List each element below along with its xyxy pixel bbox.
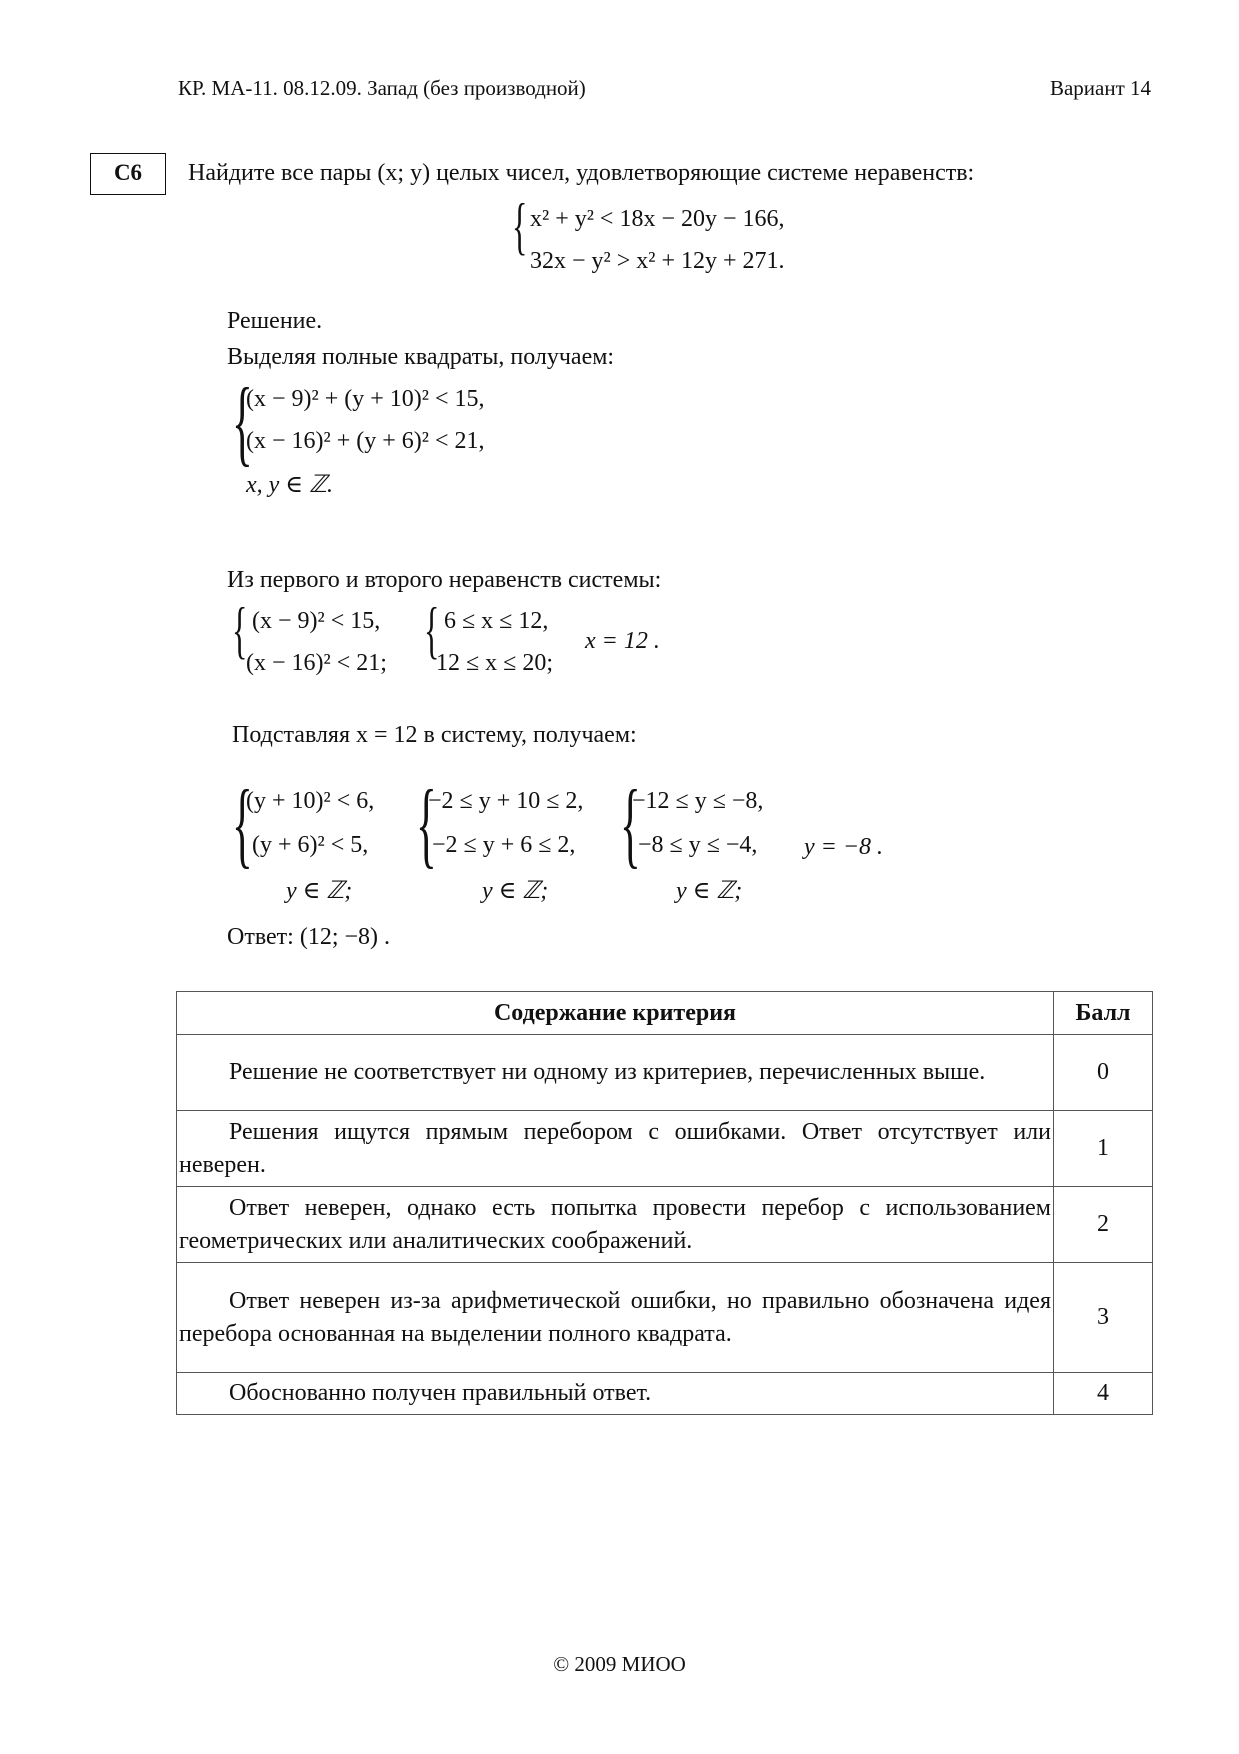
system-2b-line-2: 12 ≤ x ≤ 20;	[436, 650, 554, 676]
criteria-score: 2	[1054, 1187, 1153, 1263]
system-3b-line-3: y ∈ ℤ;	[482, 878, 549, 904]
system-1-line-3: x, y ∈ ℤ.	[246, 472, 333, 498]
table-header-row	[177, 992, 1153, 1035]
system-3c-line-1: −12 ≤ y ≤ −8,	[632, 788, 764, 814]
footer-copyright: © 2009 МИОО	[553, 1652, 686, 1676]
system-3b-line-1: −2 ≤ y + 10 ≤ 2,	[428, 788, 584, 814]
system-3c-line-2: −8 ≤ y ≤ −4,	[638, 832, 758, 858]
problem-ineq-2: 32x − y² > x² + 12y + 271.	[530, 248, 785, 274]
answer: Ответ: (12; −8) .	[227, 924, 391, 950]
solution-title: Решение.	[227, 308, 323, 334]
table-row	[177, 1035, 1153, 1111]
system-3a-line-1: (y + 10)² < 6,	[246, 788, 375, 814]
system-3c-line-3: y ∈ ℤ;	[676, 878, 743, 904]
criteria-text: Решения ищутся прямым перебором с ошибками. Ответ отсутствует или неверен.	[177, 1111, 1054, 1187]
result-y: y = −8 .	[804, 834, 884, 860]
criteria-text: Ответ неверен, однако есть попытка провести перебор с использованием геометрических или аналитических соображений.	[177, 1187, 1054, 1263]
criteria-score: 4	[1054, 1373, 1153, 1415]
criteria-header: Содержание критерия	[177, 992, 1054, 1035]
criteria-text: Ответ неверен из-за арифметической ошибки, но правильно обозначена идея перебора основанная на выделении полного квадрата.	[177, 1263, 1054, 1373]
criteria-text: Обоснованно получен правильный ответ.	[177, 1373, 1054, 1415]
system-3a-line-2: (y + 6)² < 5,	[252, 832, 369, 858]
criteria-text: Решение не соответствует ни одному из критериев, перечисленных выше.	[177, 1035, 1054, 1111]
problem-code: C6	[90, 153, 166, 195]
table-row	[177, 1373, 1153, 1415]
score-header: Балл	[1054, 992, 1153, 1035]
system-2b-line-1: 6 ≤ x ≤ 12,	[444, 608, 549, 634]
system-3b-line-2: −2 ≤ y + 6 ≤ 2,	[432, 832, 576, 858]
problem-ineq-1: x² + y² < 18x − 20y − 166,	[530, 206, 785, 232]
table-row	[177, 1187, 1153, 1263]
criteria-table	[176, 991, 1153, 1415]
solution-step-3: Подставляя x = 12 в систему, получаем:	[232, 722, 637, 748]
table-row	[177, 1263, 1153, 1373]
variant-label: Вариант 14	[1049, 76, 1151, 100]
system-3a-line-3: y ∈ ℤ;	[286, 878, 353, 904]
system-2a-line-2: (x − 16)² < 21;	[246, 650, 387, 676]
criteria-score: 0	[1054, 1035, 1153, 1111]
problem-statement: Найдите все пары (x; y) целых чисел, удовлетворяющие системе неравенств:	[188, 160, 975, 186]
criteria-score: 3	[1054, 1263, 1153, 1373]
solution-step-2: Из первого и второго неравенств системы:	[227, 567, 662, 593]
table-row	[177, 1111, 1153, 1187]
system-1-line-1: (x − 9)² + (y + 10)² < 15,	[246, 386, 485, 412]
solution-step-1: Выделяя полные квадраты, получаем:	[227, 344, 615, 370]
system-1-line-2: (x − 16)² + (y + 6)² < 21,	[246, 428, 485, 454]
result-x: x = 12 .	[585, 628, 660, 654]
system-2a-line-1: (x − 9)² < 15,	[252, 608, 381, 634]
criteria-score: 1	[1054, 1111, 1153, 1187]
header-title: КР. МА-11. 08.12.09. Запад (без производной)	[178, 76, 586, 100]
